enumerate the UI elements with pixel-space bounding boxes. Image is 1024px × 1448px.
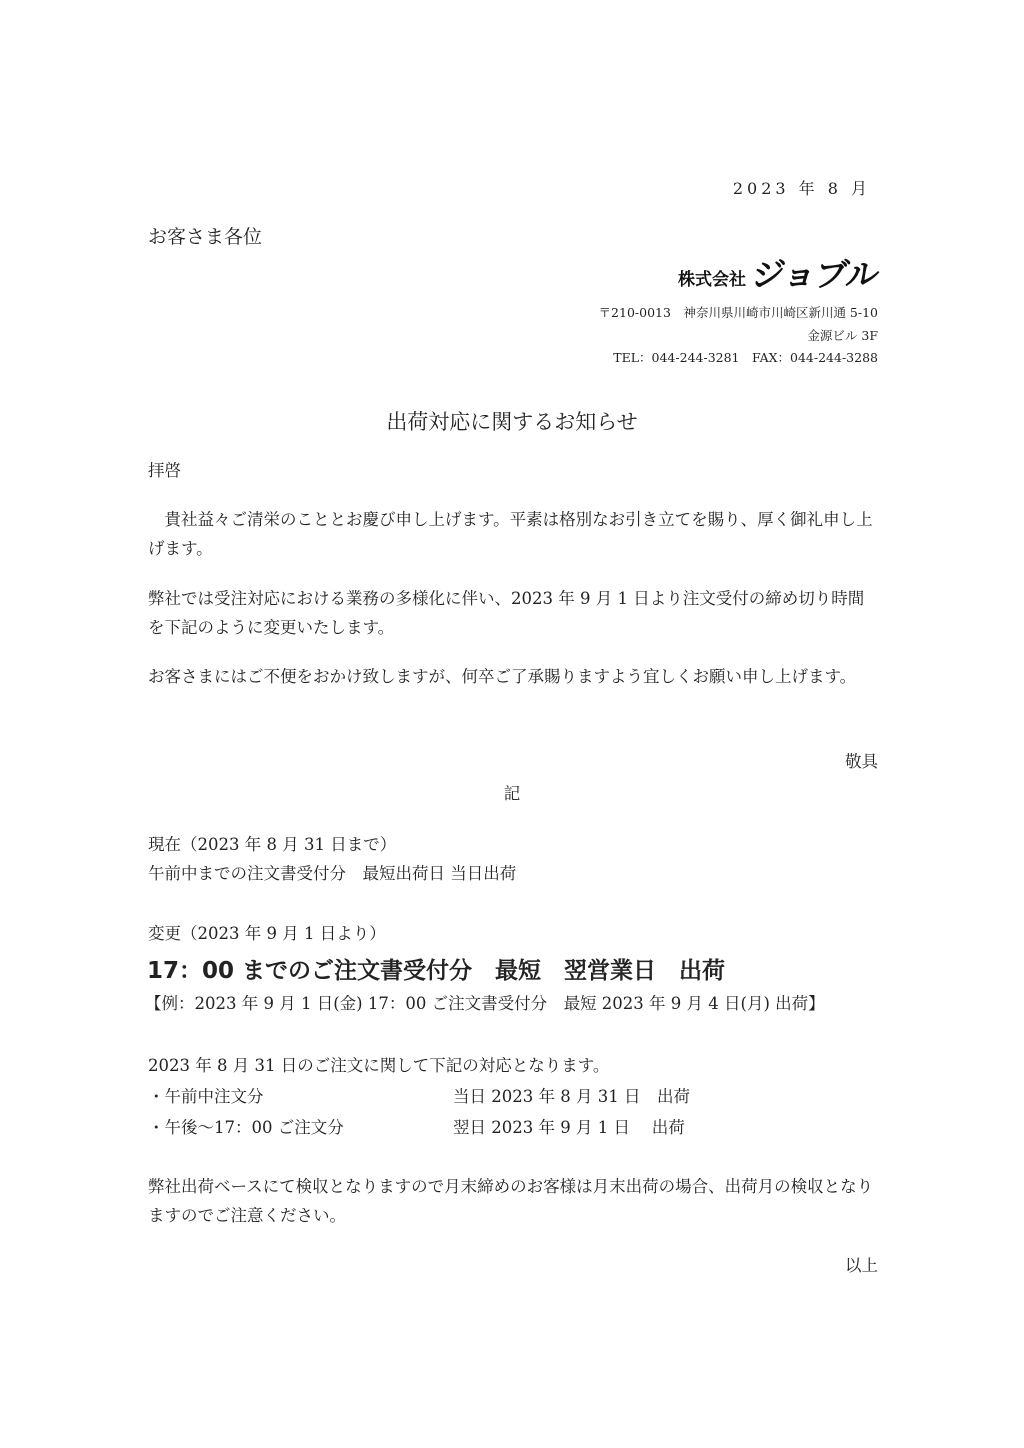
ki-heading: 記 (503, 784, 521, 803)
final-paragraph: 弊社出荷ベースにて検収となりますので月末締めのお客様は月末出荷の場合、出荷月の検収となりますのでご注意ください。 (148, 1177, 874, 1225)
greeting: 拝啓 (148, 461, 181, 480)
august-row-label: ・午後〜17：00 ご注文分 (148, 1118, 344, 1137)
company-logo (677, 255, 881, 294)
company-prefix: 株式会社 (677, 270, 746, 290)
august-row-label: ・午前中注文分 (148, 1087, 264, 1106)
company-address-line1: 〒210-0013 神奈川県川崎市川崎区新川通 5-10 (598, 305, 878, 320)
current-heading: 現在（2023 年 8 月 31 日まで） (148, 835, 397, 854)
august-row-value: 翌日 2023 年 9 月 1 日 出荷 (453, 1118, 685, 1137)
august-note-intro: 2023 年 8 月 31 日のご注文に関して下記の対応となります。 (148, 1056, 610, 1075)
company-address-line2: 金源ビル 3F (807, 328, 878, 343)
company-contact: TEL：044-244-3281 FAX：044-244-3288 (613, 350, 878, 365)
august-row-value: 当日 2023 年 8 月 31 日 出荷 (453, 1087, 690, 1106)
document-date: 2023 年 8 月 (732, 179, 871, 198)
document-title: 出荷対応に関するお知らせ (386, 410, 638, 434)
addressee: お客さま各位 (148, 226, 263, 248)
paragraph-2: 弊社では受注対応における業務の多様化に伴い、2023 年 9 月 1 日より注文受付の締め切り時間を下記のように変更いたします。 (148, 589, 865, 637)
company-brand: ジョブル (749, 255, 881, 294)
end-mark: 以上 (845, 1256, 878, 1275)
current-detail: 午前中までの注文書受付分 最短出荷日 当日出荷 (148, 864, 517, 883)
closing: 敬具 (845, 752, 878, 771)
change-main: 17：00 までのご注文書受付分 最短 翌営業日 出荷 (147, 958, 726, 984)
change-heading: 変更（2023 年 9 月 1 日より） (148, 924, 386, 943)
paragraph-3: お客さまにはご不便をおかけ致しますが、何卒ご了承賜りますよう宜しくお願い申し上げます。 (148, 667, 857, 686)
change-example: 【例：2023 年 9 月 1 日(金) 17：00 ご注文書受付分 最短 2023 年 9 月 4 日(月) 出荷】 (145, 994, 825, 1013)
paragraph-1: 貴社益々ご清栄のこととお慶び申し上げます。平素は格別なお引き立てを賜り、厚く御礼申し上げます。 (148, 510, 873, 558)
